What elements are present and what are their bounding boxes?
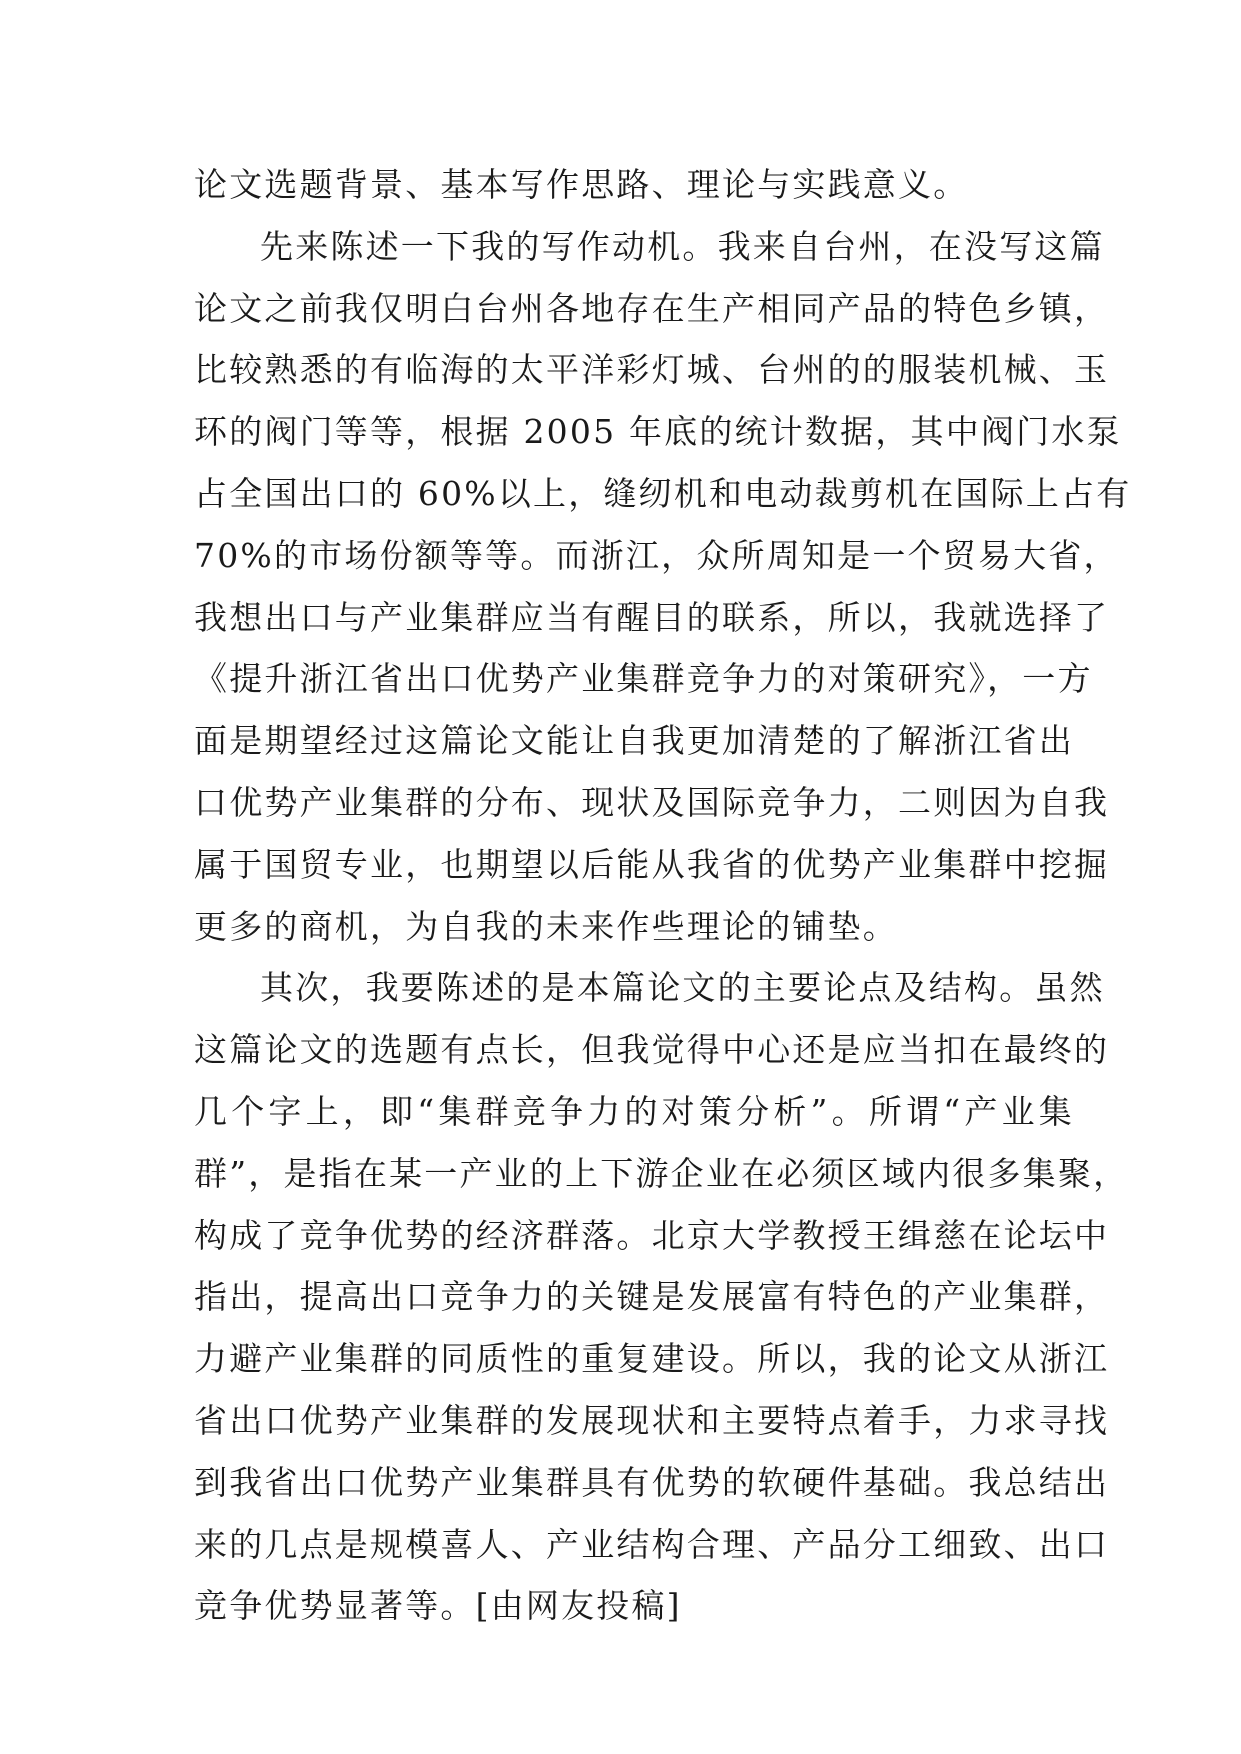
text-line: 比较熟悉的有临海的太平洋彩灯城、台州的的服装机械、玉 [194,350,1110,390]
text-line: 论文之前我仅明白台州各地存在生产相同产品的特色乡镇， [194,288,1110,328]
text-line: 这篇论文的选题有点长，但我觉得中心还是应当扣在最终的 [194,1030,1110,1070]
text-line: 属于国贸专业，也期望以后能从我省的优势产业集群中挖掘 [194,844,1110,884]
text-line: 更多的商机，为自我的未来作些理论的铺垫。 [194,906,898,946]
text-line: 《提升浙江省出口优势产业集群竞争力的对策研究》，一方 [194,659,1093,699]
paragraph-first-line: 其次，我要陈述的是本篇论文的主要论点及结构。虽然 [260,968,1105,1008]
text-line: 环的阀门等等，根据 2005 年底的统计数据，其中阀门水泵 [194,412,1122,452]
text-line: 来的几点是规模喜人、产业结构合理、产品分工细致、出口 [194,1524,1110,1564]
text-line: 力避产业集群的同质性的重复建设。所以，我的论文从浙江 [194,1339,1110,1379]
document-body [194,154,1132,1637]
text-line: 几个字上，即“集群竞争力的对策分析”。所谓“产业集 [194,1091,1074,1131]
paragraph-first-line: 先来陈述一下我的写作动机。我来自台州，在没写这篇 [260,226,1105,266]
text-line: 构成了竞争优势的经济群落。北京大学教授王缉慈在论坛中 [194,1215,1110,1255]
text-line: 面是期望经过这篇论文能让自我更加清楚的了解浙江省出 [194,721,1074,761]
text-line: 竞争优势显著等。[由网友投稿] [194,1586,682,1626]
text-line: 口优势产业集群的分布、现状及国际竞争力，二则因为自我 [194,782,1110,822]
text-line: 占全国出口的 60%以上，缝纫机和电动裁剪机在国际上占有 [194,473,1132,513]
text-line: 论文选题背景、基本写作思路、理论与实践意义。 [194,165,969,204]
text-line: 群”，是指在某一产业的上下游企业在必须区域内很多集聚， [194,1153,1129,1193]
text-line: 省出口优势产业集群的发展现状和主要特点着手，力求寻找 [194,1400,1110,1440]
text-line: 70%的市场份额等等。而浙江，众所周知是一个贸易大省， [194,535,1119,575]
text-line: 指出，提高出口竞争力的关键是发展富有特色的产业集群， [194,1277,1110,1317]
text-line: 到我省出口优势产业集群具有优势的软硬件基础。我总结出 [194,1462,1110,1502]
text-line: 我想出口与产业集群应当有醒目的联系，所以，我就选择了 [194,597,1110,637]
